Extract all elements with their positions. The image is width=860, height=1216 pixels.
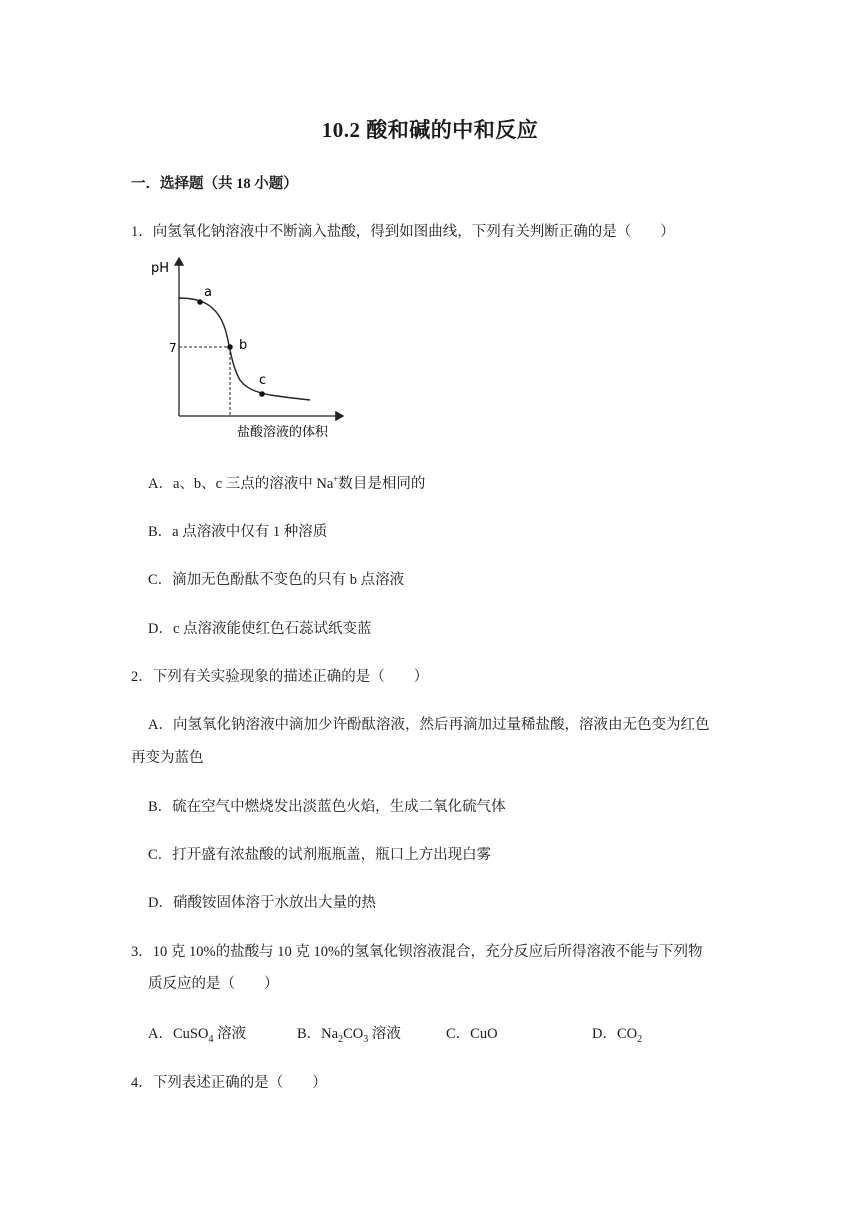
q3-option-d: D．$CO_2$: [592, 1026, 643, 1045]
q1-option-b: B．a 点溶液中仅有 1 种溶质: [148, 524, 328, 540]
q2-option-a-line2: 再变为蓝色: [131, 750, 204, 766]
q3-option-a: A．CuSO$_4$ 溶液: [148, 1026, 247, 1045]
question-1-stem: 1．向氢氧化钠溶液中不断滴入盐酸，得到如图曲线，下列有关判断正确的是（ ）: [131, 224, 675, 240]
q1-option-c: C．滴加无色酚酞不变色的只有 b 点溶液: [148, 572, 405, 588]
point-a: [197, 299, 203, 305]
q3-option-b: B．$Na_2CO_3$ 溶液: [297, 1026, 401, 1045]
ytick-7: 7: [169, 341, 177, 355]
page-title: 10.2 酸和碱的中和反应: [321, 118, 539, 142]
point-a-label: a: [204, 285, 212, 300]
q2-option-d: D．硝酸铵固体溶于水放出大量的热: [148, 895, 376, 911]
q1-option-a: A．a、b、c 三点的溶液中 Na+数目是相同的: [148, 474, 426, 492]
y-axis-label: pH: [151, 261, 170, 276]
point-c-label: c: [259, 373, 267, 388]
section-heading: 一．选择题（共 18 小题）: [131, 176, 298, 192]
point-b-label: b: [239, 338, 248, 353]
question-3-stem-line1: 3．10 克 10%的盐酸与 10 克 10%的氢氧化钡溶液混合，充分反应后所得溶液不能与下列物: [131, 944, 703, 960]
q2-option-b: B．硫在空气中燃烧发出淡蓝色火焰，生成二氧化硫气体: [148, 799, 506, 815]
q2-option-a-line1: A．向氢氧化钠溶液中滴加少许酚酞溶液，然后再滴加过量稀盐酸，溶液由无色变为红色: [148, 717, 710, 733]
question-2-stem: 2．下列有关实验现象的描述正确的是（ ）: [131, 669, 429, 685]
q3-option-c: C．CuO: [446, 1026, 498, 1042]
point-c: [259, 391, 265, 397]
question-3-stem-line2: 质反应的是（ ）: [148, 976, 279, 992]
q1-option-d: D．c 点溶液能使红色石蕊试纸变蓝: [148, 621, 372, 637]
x-axis-label: 盐酸溶液的体积: [237, 425, 329, 440]
ph-curve-figure: [145, 250, 360, 445]
q2-option-c: C．打开盛有浓盐酸的试剂瓶瓶盖，瓶口上方出现白雾: [148, 847, 492, 863]
point-b: [227, 344, 233, 350]
question-4-stem: 4．下列表述正确的是（ ）: [131, 1075, 327, 1091]
